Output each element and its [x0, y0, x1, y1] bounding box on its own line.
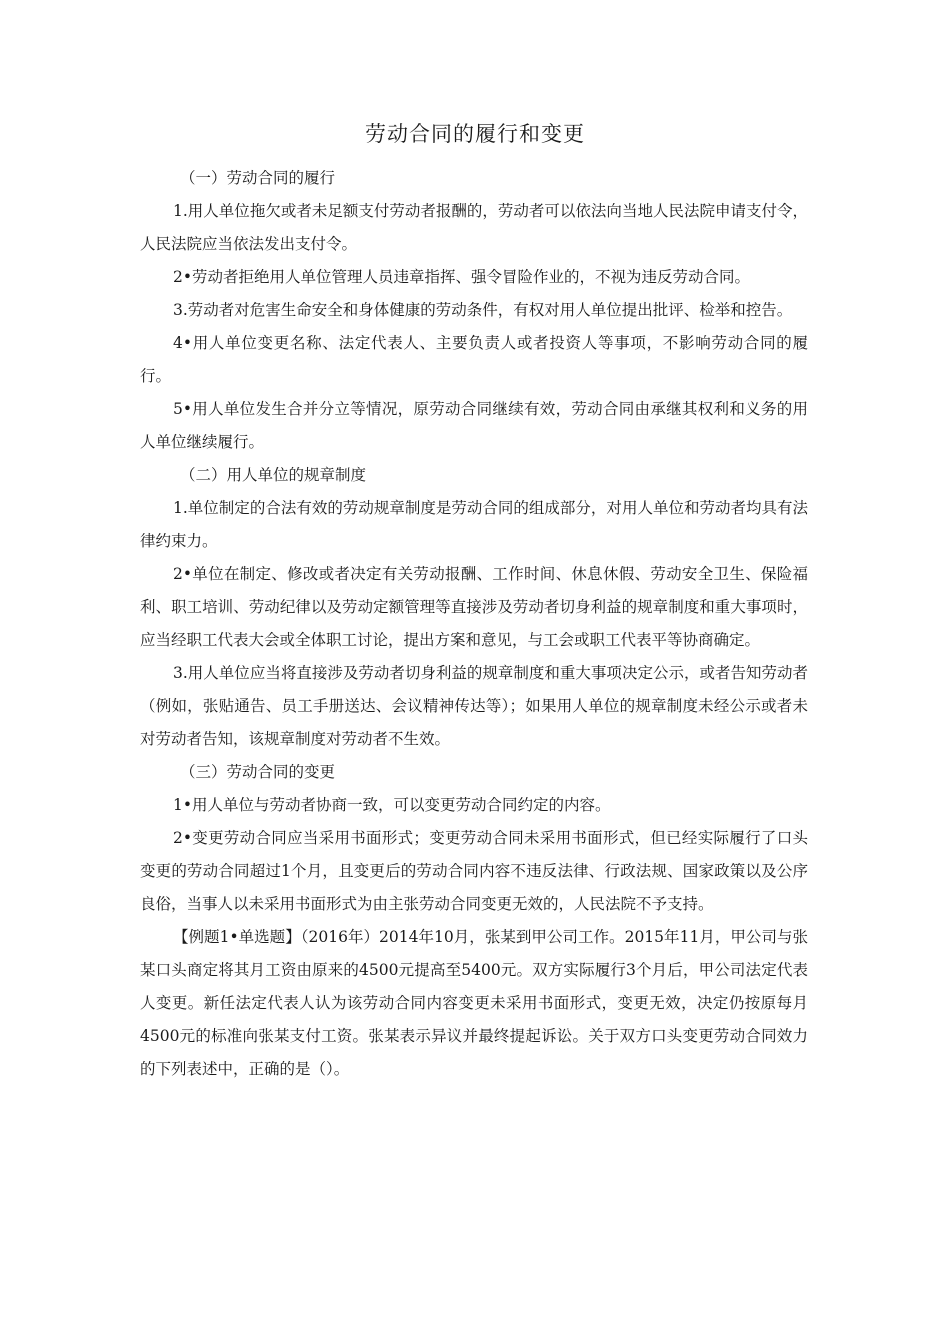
paragraph: 3.用人单位应当将直接涉及劳动者切身利益的规章制度和重大事项决定公示，或者告知劳动者（例如，张贴通告、员工手册送达、会议精神传达等）；如果用人单位的规章制度未经公示或者未对劳动者告知，该规章制度对劳动者不生效。 [140, 664, 808, 748]
paragraph: 2•变更劳动合同应当采用书面形式；变更劳动合同未采用书面形式，但已经实际履行了口头变更的劳动合同超过1个月，且变更后的劳动合同内容不违反法律、行政法规、国家政策以及公序良俗，当事人以未采用书面形式为由主张劳动合同变更无效的，人民法院不予支持。 [140, 829, 808, 913]
document-title: 劳动合同的履行和变更 [365, 122, 585, 146]
paragraph: 2•劳动者拒绝用人单位管理人员违章指挥、强令冒险作业的，不视为违反劳动合同。 [173, 268, 751, 286]
section-heading: （二）用人单位的规章制度 [180, 466, 367, 484]
paragraph: 1.单位制定的合法有效的劳动规章制度是劳动合同的组成部分，对用人单位和劳动者均具有法律约束力。 [140, 499, 808, 550]
example-question: 【例题1•单选题】（2016年）2014年10月，张某到甲公司工作。2015年11月，甲公司与张某口头商定将其月工资由原来的4500元提高至5400元。双方实际履行3个月后，甲公司法定代表人变更。新任法定代表人认为该劳动合同内容变更未采用书面形式，变更无效，决定仍按原每月4500元的标准向张某支付工资。张某表示异议并最终提起诉讼。关于双方口头变更劳动合同效力的下列表述中，正确的是（）。 [140, 928, 808, 1078]
paragraph: 3.劳动者对危害生命安全和身体健康的劳动条件，有权对用人单位提出批评、检举和控告。 [173, 301, 793, 319]
section-heading: （一）劳动合同的履行 [180, 169, 336, 187]
paragraph: 1.用人单位拖欠或者未足额支付劳动者报酬的，劳动者可以依法向当地人民法院申请支付令，人民法院应当依法发出支付令。 [140, 202, 808, 253]
document-body [140, 162, 808, 1086]
paragraph: 5•用人单位发生合并分立等情况，原劳动合同继续有效，劳动合同由承继其权利和义务的用人单位继续履行。 [140, 400, 808, 451]
paragraph: 2•单位在制定、修改或者决定有关劳动报酬、工作时间、休息休假、劳动安全卫生、保险福利、职工培训、劳动纪律以及劳动定额管理等直接涉及劳动者切身利益的规章制度和重大事项时，应当经职工代表大会或全体职工讨论，提出方案和意见，与工会或职工代表平等协商确定。 [140, 565, 808, 649]
section-heading: （三）劳动合同的变更 [180, 763, 336, 781]
paragraph: 4•用人单位变更名称、法定代表人、主要负责人或者投资人等事项，不影响劳动合同的履行。 [140, 334, 808, 385]
paragraph: 1•用人单位与劳动者协商一致，可以变更劳动合同约定的内容。 [173, 796, 611, 814]
